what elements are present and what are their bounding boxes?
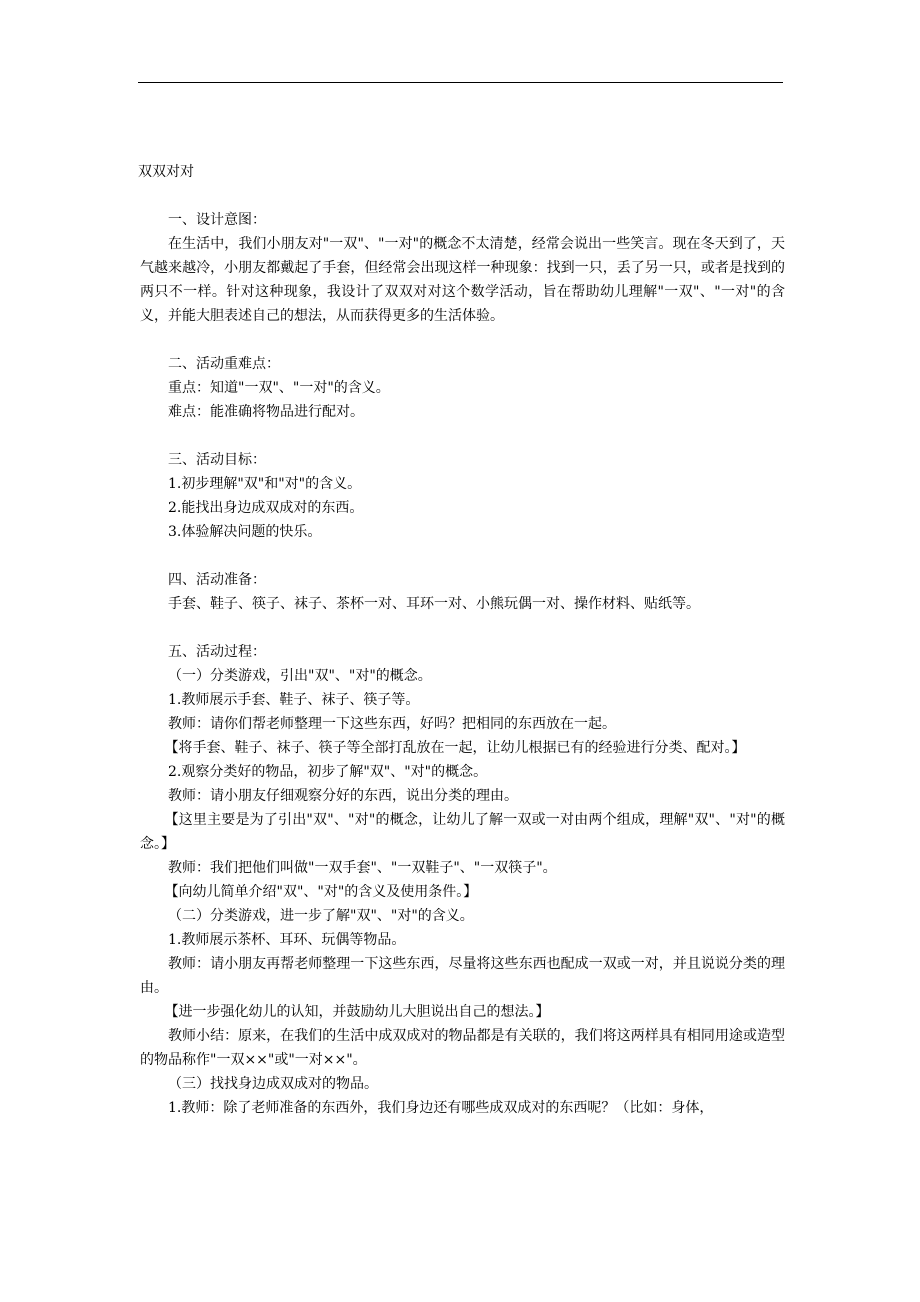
document-title: 双双对对 — [138, 164, 194, 180]
bracket-note: 【这里主要是为了引出"双"、"对"的概念，让幼儿了解一双或一对由两个组成，理解"双"、"对"的概念。】 — [140, 812, 785, 852]
key-point-text: 重点：知道"一双"、"一对"的含义。 — [168, 380, 390, 396]
section-heading-design-intent: 一、设计意图： — [168, 212, 266, 228]
teacher-summary: 教师小结：原来，在我们的生活中成双成对的物品都是有关联的，我们将这两样具有相同用途或造型的物品称作"一双××"或"一对××"。 — [140, 1028, 785, 1068]
teacher-line: 教师：我们把他们叫做"一双手套"、"一双鞋子"、"一双筷子"。 — [168, 860, 557, 876]
bracket-note: 【将手套、鞋子、袜子、筷子等全部打乱放在一起，让幼儿根据已有的经验进行分类、配对。】 — [164, 740, 746, 756]
difficulty-text: 难点：能准确将物品进行配对。 — [168, 404, 364, 420]
section-heading-key-points: 二、活动重难点： — [168, 356, 280, 372]
process-subheading: （二）分类游戏，进一步了解"双"、"对"的含义。 — [168, 908, 474, 924]
teacher-line: 教师：请小朋友再帮老师整理一下这些东西，尽量将这些东西也配成一双或一对，并且说说分类的理由。 — [140, 956, 785, 996]
teacher-line: 教师：请小朋友仔细观察分好的东西，说出分类的理由。 — [168, 788, 518, 804]
teacher-line: 教师：请你们帮老师整理一下这些东西，好吗？把相同的东西放在一起。 — [168, 716, 616, 732]
design-intent-paragraph: 在生活中，我们小朋友对"一双"、"一对"的概念不太清楚，经常会说出一些笑言。现在冬天到了，天气越来越冷，小朋友都戴起了手套，但经常会出现这样一种现象：找到一只，丢了另一只，或者是找到的两只不一样。针对这种现象，我设计了双双对对这个数学活动，旨在帮助幼儿理解"一双"、"一对"的含义，并能大胆表述自己的想法，从而获得更多的生活体验。 — [140, 236, 785, 324]
process-line: 2.观察分类好的物品，初步了解"双"、"对"的概念。 — [168, 764, 488, 780]
process-subheading: （一）分类游戏，引出"双"、"对"的概念。 — [168, 668, 432, 684]
section-heading-preparation: 四、活动准备： — [168, 572, 266, 588]
goal-item: 3.体验解决问题的快乐。 — [168, 524, 322, 540]
process-line: 1.教师：除了老师准备的东西外，我们身边还有哪些成双成对的东西呢？（比如：身体， — [168, 1100, 714, 1116]
section-heading-process: 五、活动过程： — [168, 644, 266, 660]
bracket-note: 【向幼儿简单介绍"双"、"对"的含义及使用条件。】 — [164, 884, 478, 900]
goal-item: 2.能找出身边成双成对的东西。 — [168, 500, 364, 516]
materials-list: 手套、鞋子、筷子、袜子、茶杯一对、耳环一对、小熊玩偶一对、操作材料、贴纸等。 — [168, 596, 700, 612]
section-heading-goals: 三、活动目标： — [168, 452, 266, 468]
process-line: 1.教师展示手套、鞋子、袜子、筷子等。 — [168, 692, 420, 708]
header-rule — [138, 82, 783, 83]
goal-item: 1.初步理解"双"和"对"的含义。 — [168, 476, 362, 492]
process-line: 1.教师展示茶杯、耳环、玩偶等物品。 — [168, 932, 406, 948]
document-body — [140, 208, 785, 1120]
bracket-note: 【进一步强化幼儿的认知，并鼓励幼儿大胆说出自己的想法。】 — [164, 1004, 550, 1020]
process-subheading: （三）找找身边成双成对的物品。 — [168, 1076, 378, 1092]
